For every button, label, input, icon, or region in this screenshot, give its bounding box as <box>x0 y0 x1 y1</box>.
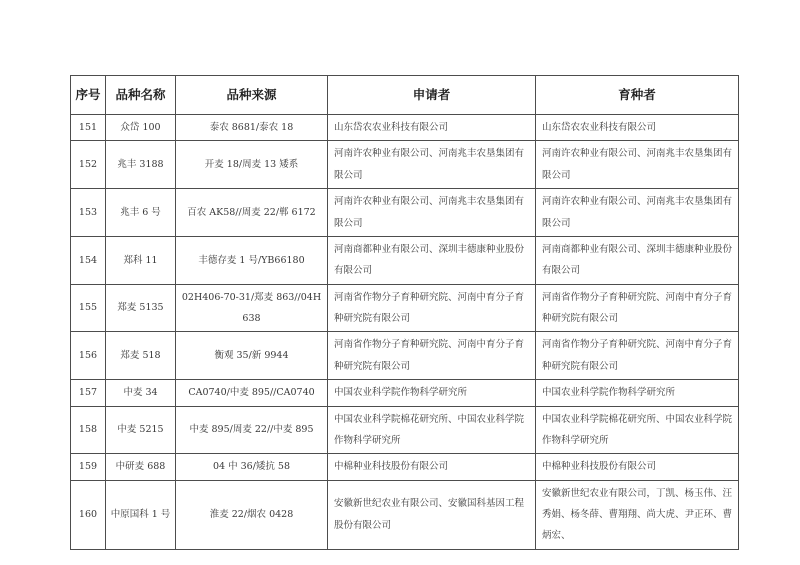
cell-variety-name: 中麦 5215 <box>106 406 176 454</box>
cell-seq: 160 <box>71 480 106 549</box>
cell-variety-name: 中原国科 1 号 <box>106 480 176 549</box>
cell-applicant: 中棉种业科技股份有限公司 <box>328 454 536 480</box>
cell-variety-name: 郑麦 5135 <box>106 284 176 332</box>
cell-seq: 152 <box>71 141 106 189</box>
cell-variety-source: 04 中 36/矮抗 58 <box>176 454 328 480</box>
table-row <box>71 454 739 480</box>
cell-seq: 155 <box>71 284 106 332</box>
cell-variety-source: 02H406-70-31/郑麦 863//04H638 <box>176 284 328 332</box>
cell-variety-source: 开麦 18/周麦 13 矮系 <box>176 141 328 189</box>
cell-seq: 158 <box>71 406 106 454</box>
cell-applicant: 河南省作物分子育种研究院、河南中育分子育种研究院有限公司 <box>328 284 536 332</box>
cell-breeder: 中国农业科学院作物科学研究所 <box>536 380 739 406</box>
cell-variety-name: 中麦 34 <box>106 380 176 406</box>
table-row <box>71 189 739 237</box>
cell-seq: 151 <box>71 115 106 141</box>
cell-variety-source: 百农 AK58//周麦 22/郸 6172 <box>176 189 328 237</box>
table-row <box>71 115 739 141</box>
cell-variety-name: 中研麦 688 <box>106 454 176 480</box>
column-header-breeder: 育种者 <box>536 76 739 115</box>
cell-breeder: 河南商都种业有限公司、深圳丰德康种业股份有限公司 <box>536 236 739 284</box>
cell-variety-source: CA0740/中麦 895//CA0740 <box>176 380 328 406</box>
cell-seq: 154 <box>71 236 106 284</box>
variety-approval-table <box>70 75 739 550</box>
cell-seq: 153 <box>71 189 106 237</box>
table-row <box>71 406 739 454</box>
cell-variety-source: 泰农 8681/泰农 18 <box>176 115 328 141</box>
cell-applicant: 河南许农种业有限公司、河南兆丰农垦集团有限公司 <box>328 141 536 189</box>
column-header-applicant: 申请者 <box>328 76 536 115</box>
cell-breeder: 河南许农种业有限公司、河南兆丰农垦集团有限公司 <box>536 141 739 189</box>
cell-breeder: 安徽新世纪农业有限公司，丁凯、杨玉伟、汪秀娟、杨冬薛、曹翔翔、尚大虎、尹正环、曹炳宏、 <box>536 480 739 549</box>
table-row <box>71 284 739 332</box>
cell-breeder: 河南许农种业有限公司、河南兆丰农垦集团有限公司 <box>536 189 739 237</box>
cell-variety-name: 兆丰 3188 <box>106 141 176 189</box>
table-row <box>71 236 739 284</box>
cell-applicant: 河南商都种业有限公司、深圳丰德康种业股份有限公司 <box>328 236 536 284</box>
column-header-name: 品种名称 <box>106 76 176 115</box>
table-row <box>71 141 739 189</box>
cell-variety-name: 众岱 100 <box>106 115 176 141</box>
cell-applicant: 安徽新世纪农业有限公司、安徽国科基因工程股份有限公司 <box>328 480 536 549</box>
cell-seq: 156 <box>71 332 106 380</box>
cell-seq: 157 <box>71 380 106 406</box>
cell-variety-name: 郑麦 518 <box>106 332 176 380</box>
cell-breeder: 中国农业科学院棉花研究所、中国农业科学院作物科学研究所 <box>536 406 739 454</box>
cell-breeder: 山东岱农农业科技有限公司 <box>536 115 739 141</box>
cell-variety-source: 淮麦 22/烟农 0428 <box>176 480 328 549</box>
cell-variety-source: 衡观 35/新 9944 <box>176 332 328 380</box>
cell-breeder: 河南省作物分子育种研究院、河南中育分子育种研究院有限公司 <box>536 284 739 332</box>
table-row <box>71 480 739 549</box>
cell-variety-name: 郑科 11 <box>106 236 176 284</box>
cell-applicant: 河南许农种业有限公司、河南兆丰农垦集团有限公司 <box>328 189 536 237</box>
cell-breeder: 河南省作物分子育种研究院、河南中育分子育种研究院有限公司 <box>536 332 739 380</box>
cell-applicant: 河南省作物分子育种研究院、河南中育分子育种研究院有限公司 <box>328 332 536 380</box>
cell-applicant: 山东岱农农业科技有限公司 <box>328 115 536 141</box>
cell-applicant: 中国农业科学院作物科学研究所 <box>328 380 536 406</box>
cell-applicant: 中国农业科学院棉花研究所、中国农业科学院作物科学研究所 <box>328 406 536 454</box>
cell-seq: 159 <box>71 454 106 480</box>
table-row <box>71 332 739 380</box>
cell-breeder: 中棉种业科技股份有限公司 <box>536 454 739 480</box>
cell-variety-source: 中麦 895/周麦 22//中麦 895 <box>176 406 328 454</box>
header-row <box>71 76 739 115</box>
cell-variety-source: 丰德存麦 1 号/YB66180 <box>176 236 328 284</box>
table-row <box>71 380 739 406</box>
column-header-seq: 序号 <box>71 76 106 115</box>
column-header-source: 品种来源 <box>176 76 328 115</box>
cell-variety-name: 兆丰 6 号 <box>106 189 176 237</box>
